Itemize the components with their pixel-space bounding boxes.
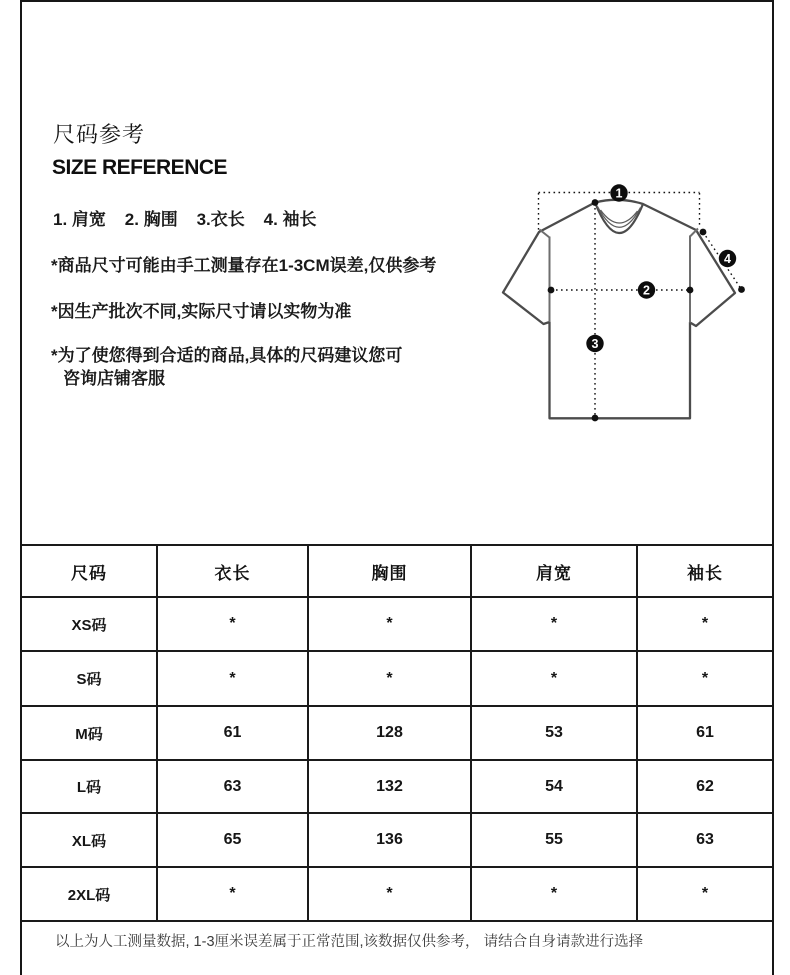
- cell-value: *: [157, 867, 308, 921]
- cell-value: *: [471, 597, 637, 651]
- badge-3: [586, 335, 603, 352]
- measure-legend: 1. 肩宽 2. 胸围 3.衣长 4. 袖长: [53, 210, 317, 229]
- note-measure-error: *商品尺寸可能由手工测量存在1-3CM误差,仅供参考: [51, 256, 437, 275]
- cell-value: *: [308, 597, 471, 651]
- page-subtitle: SIZE REFERENCE: [52, 156, 228, 179]
- col-header-chest: 胸围: [308, 545, 471, 597]
- cell-value: 62: [637, 760, 772, 813]
- col-header-size: 尺码: [22, 545, 157, 597]
- table-row-m: [22, 706, 772, 760]
- cell-value: *: [637, 597, 772, 651]
- cell-value: 53: [471, 706, 637, 760]
- cell-value: 132: [308, 760, 471, 813]
- col-header-shoulder: 肩宽: [471, 545, 637, 597]
- cell-value: *: [471, 867, 637, 921]
- table-row-2xl: [22, 867, 772, 921]
- cell-value: 63: [637, 813, 772, 867]
- note-ask-service: *为了使您得到合适的商品,具体的尺码建议您可: [51, 346, 403, 365]
- tshirt-diagram: [480, 170, 770, 442]
- cell-value: *: [308, 651, 471, 706]
- table-row-s: [22, 651, 772, 706]
- size-label: M码: [22, 706, 157, 760]
- size-label: XS码: [22, 597, 157, 651]
- svg-text:3: 3: [591, 337, 599, 351]
- col-header-sleeve: 袖长: [637, 545, 772, 597]
- cell-value: 136: [308, 813, 471, 867]
- cell-value: *: [637, 651, 772, 706]
- svg-text:1: 1: [615, 186, 623, 201]
- note-batch-variance: *因生产批次不同,实际尺寸请以实物为准: [51, 302, 352, 321]
- svg-text:4: 4: [724, 252, 731, 266]
- cell-value: *: [157, 651, 308, 706]
- badge-1: [610, 184, 627, 201]
- cell-value: *: [157, 597, 308, 651]
- cell-value: 54: [471, 760, 637, 813]
- col-header-length: 衣长: [157, 545, 308, 597]
- cell-value: 55: [471, 813, 637, 867]
- cell-value: 61: [637, 706, 772, 760]
- size-label: S码: [22, 651, 157, 706]
- table-header-row: [22, 545, 772, 597]
- size-table: [22, 544, 772, 922]
- note-ask-service-2: 咨询店铺客服: [63, 369, 165, 388]
- badge-4: [719, 250, 736, 267]
- table-row-xl: [22, 813, 772, 867]
- cell-value: *: [637, 867, 772, 921]
- cell-value: 65: [157, 813, 308, 867]
- table-row-l: [22, 760, 772, 813]
- table-row-xs: [22, 597, 772, 651]
- table-footnote: 以上为人工测量数据, 1-3厘米误差属于正常范围,该数据仅供参考， 请结合自身请款进行选择: [55, 934, 644, 950]
- content-frame: [20, 0, 774, 975]
- cell-value: *: [308, 867, 471, 921]
- page-title: 尺码参考: [53, 122, 146, 147]
- cell-value: 63: [157, 760, 308, 813]
- cell-value: 61: [157, 706, 308, 760]
- cell-value: *: [471, 651, 637, 706]
- size-label: L码: [22, 760, 157, 813]
- cell-value: 128: [308, 706, 471, 760]
- badge-2: [638, 281, 655, 298]
- size-label: XL码: [22, 813, 157, 867]
- size-label: 2XL码: [22, 867, 157, 921]
- svg-text:2: 2: [643, 283, 650, 298]
